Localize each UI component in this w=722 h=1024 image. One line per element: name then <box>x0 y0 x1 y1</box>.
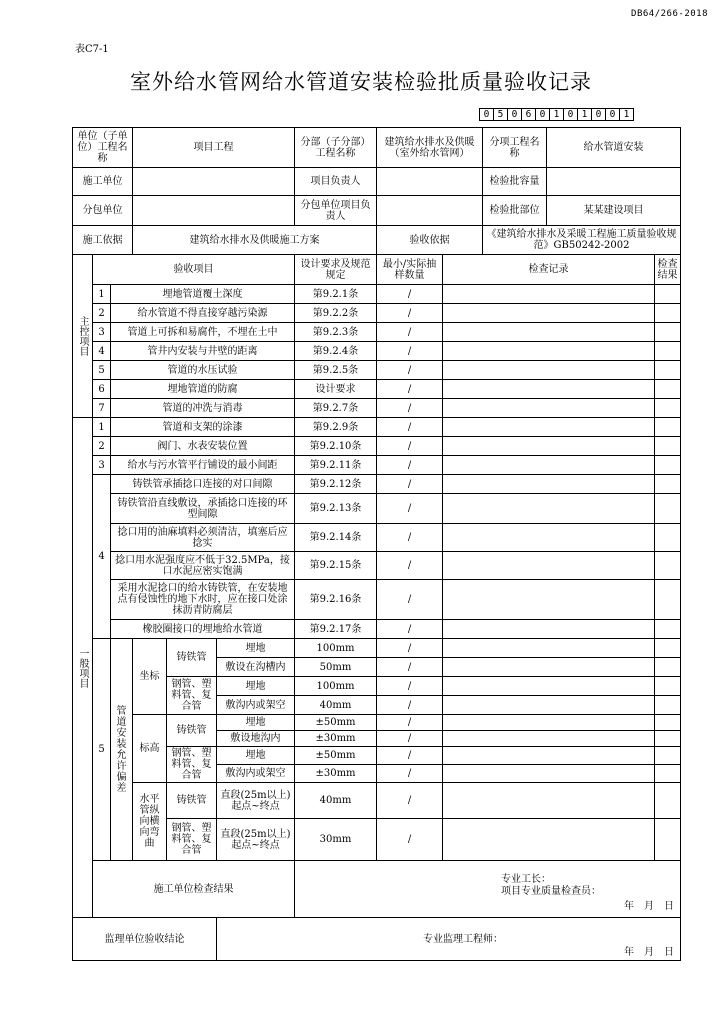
table-row <box>73 715 681 731</box>
item-name: 埋地管道覆土深度 <box>111 285 295 304</box>
table-row <box>73 639 681 658</box>
item-spec: 第9.2.4条 <box>295 342 377 361</box>
table-row <box>73 524 681 552</box>
supervisor-sign-area[interactable] <box>217 918 681 961</box>
bend-label: 水平管纵向横向弯曲 <box>133 783 167 861</box>
code-digit: 1 <box>577 108 592 121</box>
item-result[interactable] <box>655 456 681 475</box>
table-row <box>73 437 681 456</box>
division-value[interactable]: 建筑给水排水及供暖（室外给水管网） <box>377 128 483 168</box>
item-spec: 50mm <box>295 658 377 677</box>
item-result[interactable] <box>655 399 681 418</box>
item-record[interactable] <box>443 765 655 783</box>
item-name: 给水与污水管平行铺设的最小间距 <box>111 456 295 475</box>
pm-value[interactable] <box>377 168 483 196</box>
item-record[interactable] <box>443 475 655 494</box>
subcontractor-value[interactable] <box>133 196 295 226</box>
item-spec: 设计要求 <box>295 380 377 399</box>
item-name: 橡胶圈接口的埋地给水管道 <box>111 620 295 639</box>
item-spec: 第9.2.3条 <box>295 323 377 342</box>
basis-value[interactable]: 建筑给水排水及供暖施工方案 <box>133 226 377 255</box>
item-result[interactable] <box>655 639 681 658</box>
item-spec: ±50mm <box>295 747 377 765</box>
unit-label: 单位（子单位）工程名称 <box>73 128 133 168</box>
item-sample[interactable]: / <box>377 696 443 715</box>
cast-iron-label: 铸铁管 <box>167 715 217 747</box>
condition-label: 敷设在沟槽内 <box>217 658 295 677</box>
coord-label: 坐标 <box>133 639 167 715</box>
table-row <box>73 620 681 639</box>
condition-label: 埋地 <box>217 639 295 658</box>
item-no: 1 <box>93 418 111 437</box>
item-result[interactable] <box>655 380 681 399</box>
item-name: 管道的冲洗与消毒 <box>111 399 295 418</box>
unit-value[interactable]: 项目工程 <box>133 128 295 168</box>
item-spec: 第9.2.10条 <box>295 437 377 456</box>
steel-plastic-label: 钢管、塑料管、复合管 <box>167 747 217 783</box>
item-result[interactable] <box>655 620 681 639</box>
table-row <box>73 552 681 580</box>
item-name: 铸铁管承插捻口连接的对口间隙 <box>111 475 295 494</box>
item-sample[interactable]: / <box>377 285 443 304</box>
item-sample[interactable]: / <box>377 765 443 783</box>
item-name: 管道上可拆和易腐件，不埋在土中 <box>111 323 295 342</box>
item-record[interactable] <box>443 361 655 380</box>
item-record[interactable] <box>443 304 655 323</box>
item-no: 4 <box>93 475 111 639</box>
item-result[interactable] <box>655 475 681 494</box>
item-name: 管道的水压试验 <box>111 361 295 380</box>
item-sample[interactable]: / <box>377 418 443 437</box>
item-result[interactable] <box>655 342 681 361</box>
item-sample[interactable]: / <box>377 552 443 580</box>
item-result[interactable] <box>655 524 681 552</box>
condition-label: 埋地 <box>217 677 295 696</box>
item-result[interactable] <box>655 731 681 747</box>
capacity-label: 检验批容量 <box>483 168 547 196</box>
item-spec: 第9.2.7条 <box>295 399 377 418</box>
basis-label: 施工依据 <box>73 226 133 255</box>
code-digit: 0 <box>507 108 522 121</box>
item-record[interactable] <box>443 456 655 475</box>
item-result[interactable] <box>655 361 681 380</box>
col-design-header: 设计要求及规范规定 <box>295 255 377 285</box>
table-row <box>73 361 681 380</box>
item-no: 3 <box>93 456 111 475</box>
date-label: 年 月 日 <box>624 947 675 958</box>
item-result[interactable] <box>655 783 681 819</box>
item-result[interactable] <box>655 285 681 304</box>
table-row <box>73 783 681 815</box>
standard-number: DB64/266-2018 <box>631 9 708 19</box>
item-record[interactable] <box>443 323 655 342</box>
item-record[interactable] <box>443 783 655 819</box>
item-sample[interactable]: / <box>377 494 443 524</box>
steel-plastic-label: 钢管、塑料管、复合管 <box>167 819 217 861</box>
table-row <box>73 380 681 399</box>
subcontractor-label: 分包单位 <box>73 196 133 226</box>
accept-basis-value[interactable]: 《建筑给水排水及采暖工程施工质量验收规范》GB50242-2002 <box>483 226 681 255</box>
table-row <box>73 475 681 494</box>
item-sample[interactable]: / <box>377 715 443 731</box>
inspection-code <box>480 108 634 121</box>
item-spec: 第9.2.12条 <box>295 475 377 494</box>
qc-label: 项目专业质量检查员： <box>501 886 602 897</box>
item-sample[interactable]: / <box>377 783 443 819</box>
item-record[interactable] <box>443 620 655 639</box>
item-record[interactable] <box>443 494 655 524</box>
item-name: 采用水泥捻口的给水铸铁管，在安装地点有侵蚀性的地下水时，应在接口处涂抹沥青防腐层 <box>111 580 295 620</box>
code-digit: 0 <box>535 108 550 121</box>
item-record[interactable] <box>443 658 655 677</box>
item-name: 阀门、水表安装位置 <box>111 437 295 456</box>
capacity-value[interactable] <box>547 168 681 196</box>
item-record[interactable] <box>443 399 655 418</box>
item-no: 4 <box>93 342 111 361</box>
item-name: 捻口用的油麻填料必须清洁，填塞后应捻实 <box>111 524 295 552</box>
item-spec: 第9.2.2条 <box>295 304 377 323</box>
item-name: 铸铁管沿直线敷设，承插捻口连接的环型间隙 <box>111 494 295 524</box>
item-sample[interactable]: / <box>377 456 443 475</box>
page-title: 室外给水管网给水管道安装检验批质量验收记录 <box>130 70 592 94</box>
table-row <box>73 494 681 524</box>
item-result[interactable] <box>655 696 681 715</box>
item-sample[interactable]: / <box>377 304 443 323</box>
item-no: 6 <box>93 380 111 399</box>
item-result[interactable] <box>655 580 681 620</box>
contractor-value[interactable] <box>133 168 295 196</box>
item-result[interactable] <box>655 765 681 783</box>
supervisor-engineer-label: 专业监理工程师： <box>423 934 504 945</box>
item-record[interactable] <box>443 380 655 399</box>
item-sample[interactable]: / <box>377 620 443 639</box>
col-item-header: 验收项目 <box>93 255 295 285</box>
item-result[interactable] <box>655 494 681 524</box>
item-no: 2 <box>93 304 111 323</box>
item-spec: 第9.2.14条 <box>295 524 377 552</box>
contractor-label: 施工单位 <box>73 168 133 196</box>
item-spec: 100mm <box>295 639 377 658</box>
item-sample[interactable]: / <box>377 342 443 361</box>
col-record-header: 检查记录 <box>443 255 655 285</box>
item-sample[interactable]: / <box>377 580 443 620</box>
item-name: 管道和支架的涂漆 <box>111 418 295 437</box>
division-label: 分部（子分部）工程名称 <box>295 128 377 168</box>
item-name: 埋地管道的防腐 <box>111 380 295 399</box>
item-sample[interactable]: / <box>377 399 443 418</box>
foreman-label: 专业工长： <box>501 874 552 885</box>
code-digit: 6 <box>521 108 536 121</box>
deviation-label: 管道安装允许偏差 <box>111 639 133 861</box>
table-row <box>73 418 681 437</box>
item-sample[interactable]: / <box>377 658 443 677</box>
sub-pm-label: 分包单位项目负责人 <box>295 196 377 226</box>
item-result[interactable] <box>655 437 681 456</box>
code-digit: 1 <box>549 108 564 121</box>
item-sample[interactable]: / <box>377 475 443 494</box>
item-record[interactable] <box>443 696 655 715</box>
contractor-sign-area[interactable] <box>295 861 681 918</box>
table-row <box>73 323 681 342</box>
item-record[interactable] <box>443 524 655 552</box>
item-record[interactable] <box>443 819 655 861</box>
condition-label: 敷设地沟内 <box>217 731 295 747</box>
item-spec: 第9.2.13条 <box>295 494 377 524</box>
item-result[interactable] <box>655 819 681 861</box>
item-spec: ±50mm <box>295 715 377 731</box>
item-name: 捻口用水泥强度应不低于32.5MPa，接口水泥应密实饱满 <box>111 552 295 580</box>
item-no: 5 <box>93 361 111 380</box>
item-result[interactable] <box>655 747 681 765</box>
item-sample[interactable]: / <box>377 677 443 696</box>
item-no: 1 <box>93 285 111 304</box>
item-sample[interactable]: / <box>377 361 443 380</box>
date-label: 年 月 日 <box>624 901 675 912</box>
item-name: 管井内安装与井壁的距离 <box>111 342 295 361</box>
inspection-form <box>72 127 681 961</box>
item-name: 给水管道不得直接穿越污染源 <box>111 304 295 323</box>
supervisor-conclusion-label: 监理单位验收结论 <box>73 918 217 961</box>
item-spec: 第9.2.15条 <box>295 552 377 580</box>
item-no: 2 <box>93 437 111 456</box>
item-record[interactable] <box>443 715 655 731</box>
item-no: 5 <box>93 639 111 861</box>
elev-label: 标高 <box>133 715 167 783</box>
item-record[interactable] <box>443 285 655 304</box>
table-row <box>73 285 681 304</box>
item-sample[interactable]: / <box>377 323 443 342</box>
form-number: 表C7-1 <box>75 44 109 55</box>
item-spec: ±30mm <box>295 765 377 783</box>
cast-iron-label: 铸铁管 <box>167 639 217 677</box>
item-sample[interactable]: / <box>377 380 443 399</box>
item-spec: 100mm <box>295 677 377 696</box>
table-row <box>73 456 681 475</box>
condition-label: 直段(25m以上)起点~终点 <box>217 783 295 819</box>
item-result[interactable] <box>655 552 681 580</box>
item-spec: 第9.2.16条 <box>295 580 377 620</box>
item-sample[interactable]: / <box>377 819 443 861</box>
item-sample[interactable]: / <box>377 524 443 552</box>
item-spec: ±30mm <box>295 731 377 747</box>
steel-plastic-label: 钢管、塑料管、复合管 <box>167 677 217 715</box>
condition-label: 敷沟内或架空 <box>217 765 295 783</box>
item-result[interactable] <box>655 418 681 437</box>
item-record[interactable] <box>443 552 655 580</box>
item-sample[interactable]: / <box>377 639 443 658</box>
subitem-label: 分项工程名称 <box>483 128 547 168</box>
accept-basis-label: 验收依据 <box>377 226 483 255</box>
location-label: 检验批部位 <box>483 196 547 226</box>
item-no: 7 <box>93 399 111 418</box>
item-result[interactable] <box>655 677 681 696</box>
item-record[interactable] <box>443 437 655 456</box>
table-row <box>73 399 681 418</box>
location-value[interactable]: 某某建设项目 <box>547 196 681 226</box>
item-spec: 第9.2.17条 <box>295 620 377 639</box>
item-spec: 第9.2.9条 <box>295 418 377 437</box>
code-digit: 0 <box>605 108 620 121</box>
item-record[interactable] <box>443 639 655 658</box>
item-record[interactable] <box>443 342 655 361</box>
col-result-header: 检查结果 <box>655 255 681 285</box>
item-spec: 30mm <box>295 819 377 861</box>
contractor-result-label: 施工单位检查结果 <box>93 861 295 918</box>
item-result[interactable] <box>655 304 681 323</box>
code-digit: 1 <box>619 108 634 121</box>
table-row <box>73 580 681 620</box>
main-control-label: 主控项目 <box>73 255 93 418</box>
col-sample-header: 最小/实际抽样数量 <box>377 255 443 285</box>
cast-iron-label: 铸铁管 <box>167 783 217 819</box>
item-record[interactable] <box>443 747 655 765</box>
item-no: 3 <box>93 323 111 342</box>
item-record[interactable] <box>443 677 655 696</box>
item-record[interactable] <box>443 580 655 620</box>
item-spec: 第9.2.1条 <box>295 285 377 304</box>
subitem-value[interactable]: 给水管道安装 <box>547 128 681 168</box>
item-spec: 第9.2.5条 <box>295 361 377 380</box>
condition-label: 敷沟内或架空 <box>217 696 295 715</box>
table-row <box>73 342 681 361</box>
item-result[interactable] <box>655 323 681 342</box>
code-digit: 0 <box>563 108 578 121</box>
condition-label: 埋地 <box>217 747 295 765</box>
item-result[interactable] <box>655 658 681 677</box>
item-sample[interactable]: / <box>377 747 443 765</box>
item-result[interactable] <box>655 715 681 731</box>
item-record[interactable] <box>443 418 655 437</box>
item-sample[interactable]: / <box>377 437 443 456</box>
condition-label: 直段(25m以上)起点~终点 <box>217 819 295 861</box>
code-digit: 0 <box>591 108 606 121</box>
code-digit: 0 <box>479 108 494 121</box>
sub-pm-value[interactable] <box>377 196 483 226</box>
general-label: 一般项目 <box>73 418 93 918</box>
table-row <box>73 304 681 323</box>
item-spec: 第9.2.11条 <box>295 456 377 475</box>
item-spec: 40mm <box>295 783 377 819</box>
item-spec: 40mm <box>295 696 377 715</box>
code-digit: 5 <box>493 108 508 121</box>
item-record[interactable] <box>443 731 655 747</box>
item-sample[interactable]: / <box>377 731 443 747</box>
pm-label: 项目负责人 <box>295 168 377 196</box>
condition-label: 埋地 <box>217 715 295 731</box>
